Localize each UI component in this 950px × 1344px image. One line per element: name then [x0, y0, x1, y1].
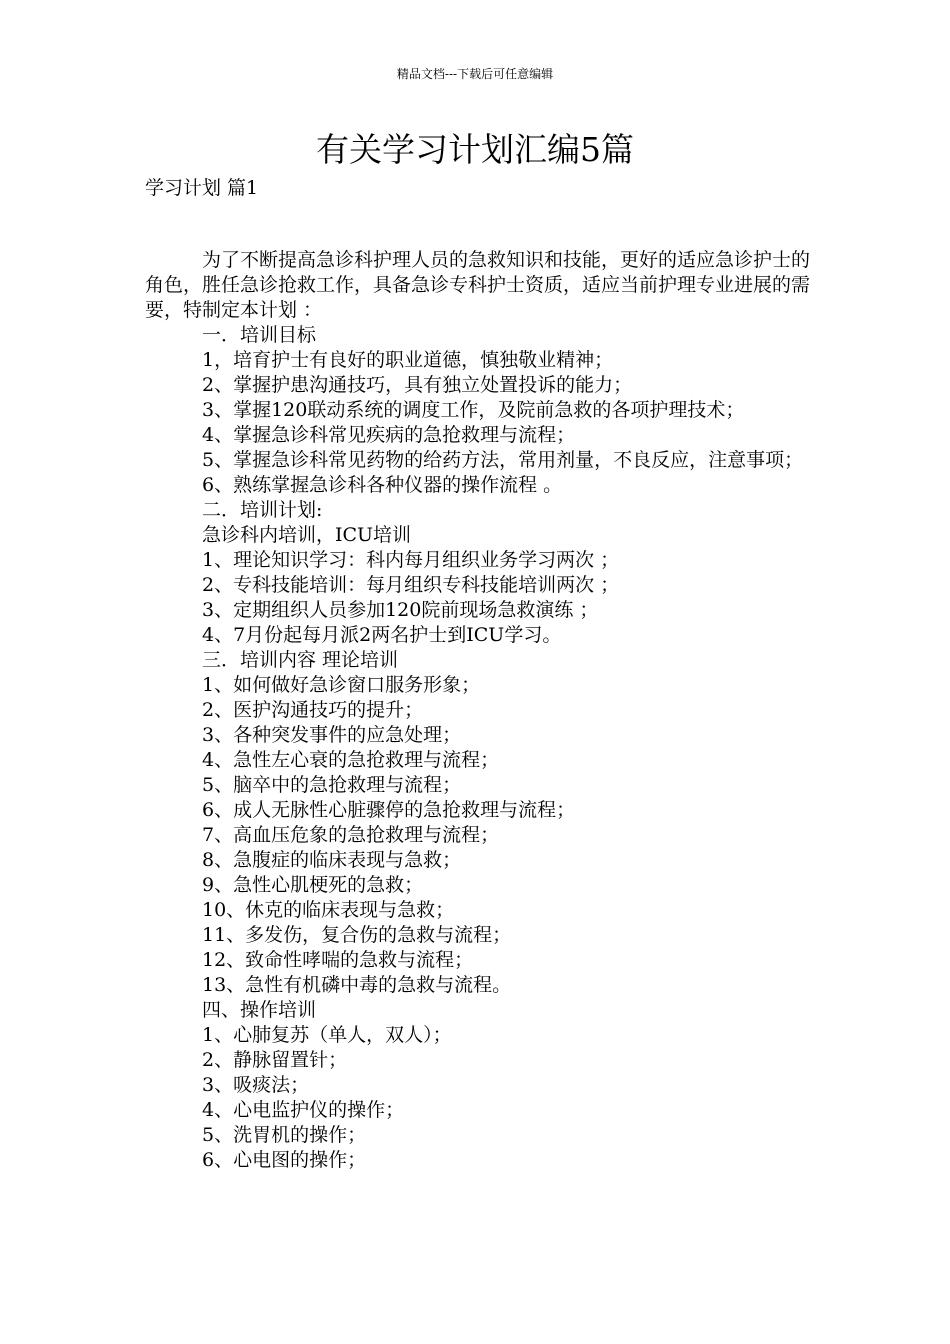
document-body — [145, 248, 810, 1173]
section-heading: 学习计划 篇1 — [145, 177, 259, 199]
list-item: 3、吸痰法； — [202, 1074, 310, 1096]
intro-paragraph: 为了不断提高急诊科护理人员的急救知识和技能，更好的适应急诊护士的角色，胜任急诊抢救工作，具备急诊专科护士资质，适应当前护理专业进展的需要，特制定本计划 ： — [145, 249, 811, 321]
section-heading: 二．培训计划: — [202, 499, 323, 521]
list-item: 1，培育护士有良好的职业道德，慎独敬业精神； — [202, 349, 614, 371]
list-item: 12、致命性哮喘的急救与流程； — [202, 949, 474, 971]
list-item: 1、心肺复苏（单人，双人）； — [202, 1024, 452, 1046]
section-heading: 一．培训目标 — [202, 324, 317, 346]
list-item: 7、高血压危象的急抢救理与流程； — [202, 824, 500, 846]
list-item: 6、心电图的操作； — [202, 1149, 367, 1171]
list-item: 5、洗胃机的操作； — [202, 1124, 367, 1146]
section-heading: 三．培训内容 理论培训 — [202, 649, 399, 671]
list-item: 3、定期组织人员参加120院前现场急救演练 ； — [202, 599, 599, 621]
list-item: 8、急腹症的临床表现与急救； — [202, 849, 462, 871]
list-item: 13、急性有机磷中毒的急救与流程。 — [202, 974, 512, 996]
list-item: 2、专科技能培训：每月组织专科技能培训两次 ； — [202, 574, 620, 596]
list-item: 5、掌握急诊科常见药物的给药方法，常用剂量，不良反应，注意事项； — [202, 449, 804, 471]
list-item: 2、医护沟通技巧的提升； — [202, 699, 424, 721]
list-item: 2、掌握护患沟通技巧，具有独立处置投诉的能力； — [202, 374, 633, 396]
list-item: 4、掌握急诊科常见疾病的急抢救理与流程； — [202, 424, 576, 446]
list-item: 1、理论知识学习：科内每月组织业务学习两次 ； — [202, 549, 620, 571]
list-item: 6、成人无脉性心脏骤停的急抢救理与流程； — [202, 799, 576, 821]
list-item: 6、熟练掌握急诊科各种仪器的操作流程 。 — [202, 474, 563, 496]
list-item: 9、急性心肌梗死的急救； — [202, 874, 424, 896]
list-item: 2、静脉留置针； — [202, 1049, 348, 1071]
list-item: 5、脑卒中的急抢救理与流程； — [202, 774, 462, 796]
list-item: 1、如何做好急诊窗口服务形象； — [202, 674, 481, 696]
list-item: 4、7月份起每月派2两名护士到ICU学习。 — [202, 624, 562, 646]
list-item: 3、各种突发事件的应急处理； — [202, 724, 462, 746]
list-item: 10、休克的临床表现与急救； — [202, 899, 455, 921]
list-item: 4、心电监护仪的操作； — [202, 1099, 405, 1121]
section-heading: 四、操作培训 — [202, 999, 317, 1021]
header-note: 精品文档---下载后可任意编辑 — [396, 67, 554, 81]
document-title: 有关学习计划汇编5篇 — [316, 130, 634, 169]
list-item: 11、多发伤，复合伤的急救与流程； — [202, 924, 512, 946]
list-item: 急诊科内培训，ICU培训 — [202, 524, 412, 546]
list-item: 4、急性左心衰的急抢救理与流程； — [202, 749, 500, 771]
list-item: 3、掌握120联动系统的调度工作，及院前急救的各项护理技术； — [202, 399, 745, 421]
